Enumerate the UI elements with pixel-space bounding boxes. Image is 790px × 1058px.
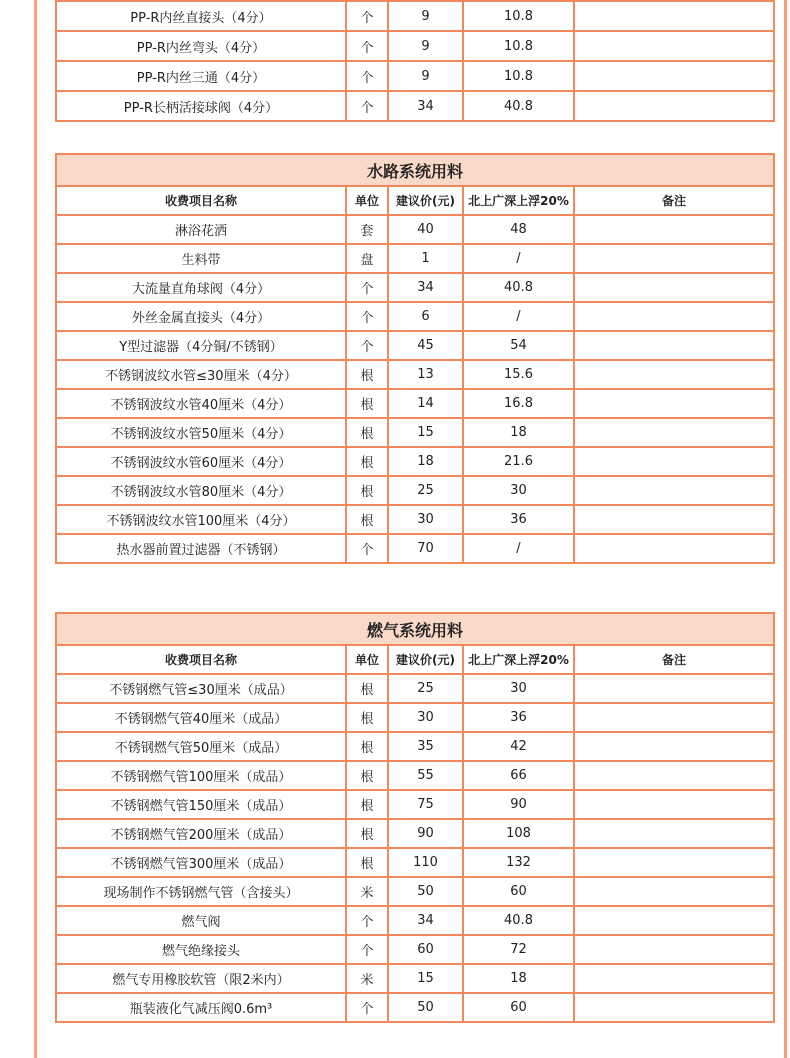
cell-name: 不锈钢燃气管100厘米（成品） — [56, 761, 346, 790]
cell-unit: 根 — [346, 418, 388, 447]
cell-price: 25 — [388, 476, 463, 505]
table-row — [56, 505, 774, 534]
cell-up20: 108 — [463, 819, 574, 848]
table-row — [56, 447, 774, 476]
water-table-body — [56, 215, 774, 563]
cell-up20: 40.8 — [463, 91, 574, 121]
table-row — [56, 877, 774, 906]
gas-system-table — [55, 612, 775, 1023]
cell-price: 70 — [388, 534, 463, 563]
cell-unit: 个 — [346, 331, 388, 360]
cell-price: 15 — [388, 418, 463, 447]
cell-note — [574, 1, 774, 31]
cell-price: 90 — [388, 819, 463, 848]
cell-up20: 18 — [463, 418, 574, 447]
cell-unit: 个 — [346, 273, 388, 302]
cell-up20: 48 — [463, 215, 574, 244]
cell-name: 不锈钢燃气管40厘米（成品） — [56, 703, 346, 732]
cell-unit: 个 — [346, 61, 388, 91]
cell-unit: 根 — [346, 674, 388, 703]
cell-price: 45 — [388, 331, 463, 360]
table-row — [56, 302, 774, 331]
header-up20: 北上广深上浮20% — [463, 186, 574, 215]
table-row — [56, 993, 774, 1022]
header-note: 备注 — [574, 645, 774, 674]
cell-price: 9 — [388, 1, 463, 31]
cell-up20: 30 — [463, 476, 574, 505]
cell-price: 18 — [388, 447, 463, 476]
cell-name: 生料带 — [56, 244, 346, 273]
water-header-row — [56, 186, 774, 215]
table-row — [56, 906, 774, 935]
header-name: 收费项目名称 — [56, 645, 346, 674]
cell-note — [574, 877, 774, 906]
cell-note — [574, 61, 774, 91]
cell-name: 不锈钢燃气管200厘米（成品） — [56, 819, 346, 848]
cell-note — [574, 534, 774, 563]
cell-name: PP-R内丝直接头（4分） — [56, 1, 346, 31]
gas-section-title: 燃气系统用料 — [56, 613, 774, 645]
header-unit: 单位 — [346, 645, 388, 674]
cell-unit: 根 — [346, 505, 388, 534]
table-row — [56, 244, 774, 273]
cell-note — [574, 91, 774, 121]
cell-price: 35 — [388, 732, 463, 761]
cell-up20: 72 — [463, 935, 574, 964]
cell-price: 25 — [388, 674, 463, 703]
cell-price: 40 — [388, 215, 463, 244]
top-table-body — [56, 1, 774, 121]
cell-price: 6 — [388, 302, 463, 331]
cell-unit: 根 — [346, 819, 388, 848]
header-unit: 单位 — [346, 186, 388, 215]
table-row — [56, 360, 774, 389]
cell-note — [574, 31, 774, 61]
gas-header-row — [56, 645, 774, 674]
cell-price: 50 — [388, 877, 463, 906]
cell-up20: 60 — [463, 877, 574, 906]
cell-note — [574, 447, 774, 476]
table-row — [56, 534, 774, 563]
table-row — [56, 819, 774, 848]
gas-table-body — [56, 674, 774, 1022]
cell-up20: 54 — [463, 331, 574, 360]
cell-note — [574, 505, 774, 534]
table-row — [56, 389, 774, 418]
cell-note — [574, 761, 774, 790]
cell-unit: 套 — [346, 215, 388, 244]
cell-price: 60 — [388, 935, 463, 964]
cell-note — [574, 906, 774, 935]
cell-note — [574, 964, 774, 993]
cell-name: PP-R内丝弯头（4分） — [56, 31, 346, 61]
cell-unit: 根 — [346, 732, 388, 761]
header-name: 收费项目名称 — [56, 186, 346, 215]
cell-price: 30 — [388, 505, 463, 534]
top-material-table — [55, 0, 775, 122]
table-row — [56, 848, 774, 877]
cell-up20: 10.8 — [463, 1, 574, 31]
table-row — [56, 732, 774, 761]
cell-name: Y型过滤器（4分铜/不锈钢） — [56, 331, 346, 360]
cell-price: 34 — [388, 906, 463, 935]
cell-note — [574, 244, 774, 273]
cell-note — [574, 215, 774, 244]
cell-note — [574, 703, 774, 732]
cell-name: 不锈钢波纹水管80厘米（4分） — [56, 476, 346, 505]
cell-name: 不锈钢波纹水管≤30厘米（4分） — [56, 360, 346, 389]
table-row — [56, 91, 774, 121]
cell-unit: 根 — [346, 476, 388, 505]
table-row — [56, 790, 774, 819]
cell-name: 不锈钢燃气管300厘米（成品） — [56, 848, 346, 877]
cell-unit: 个 — [346, 534, 388, 563]
cell-unit: 根 — [346, 790, 388, 819]
cell-name: 燃气专用橡胶软管（限2米内） — [56, 964, 346, 993]
cell-unit: 根 — [346, 761, 388, 790]
table-row — [56, 1, 774, 31]
cell-note — [574, 418, 774, 447]
cell-up20: 10.8 — [463, 31, 574, 61]
cell-unit: 个 — [346, 1, 388, 31]
table-row — [56, 935, 774, 964]
table-row — [56, 273, 774, 302]
cell-name: 不锈钢波纹水管100厘米（4分） — [56, 505, 346, 534]
cell-price: 1 — [388, 244, 463, 273]
cell-up20: 36 — [463, 505, 574, 534]
cell-price: 14 — [388, 389, 463, 418]
cell-unit: 个 — [346, 91, 388, 121]
cell-up20: 30 — [463, 674, 574, 703]
cell-name: 现场制作不锈钢燃气管（含接头） — [56, 877, 346, 906]
cell-up20: 16.8 — [463, 389, 574, 418]
table-row — [56, 761, 774, 790]
cell-name: 不锈钢波纹水管50厘米（4分） — [56, 418, 346, 447]
cell-note — [574, 476, 774, 505]
cell-up20: 60 — [463, 993, 574, 1022]
cell-unit: 个 — [346, 302, 388, 331]
table-row — [56, 674, 774, 703]
table-row — [56, 331, 774, 360]
cell-price: 9 — [388, 31, 463, 61]
cell-up20: 40.8 — [463, 906, 574, 935]
cell-price: 34 — [388, 273, 463, 302]
header-price: 建议价(元) — [388, 645, 463, 674]
cell-unit: 根 — [346, 703, 388, 732]
header-note: 备注 — [574, 186, 774, 215]
table-row — [56, 418, 774, 447]
cell-up20: 132 — [463, 848, 574, 877]
cell-name: 不锈钢波纹水管40厘米（4分） — [56, 389, 346, 418]
cell-name: 不锈钢燃气管150厘米（成品） — [56, 790, 346, 819]
cell-note — [574, 935, 774, 964]
cell-price: 15 — [388, 964, 463, 993]
cell-unit: 根 — [346, 848, 388, 877]
cell-up20: 66 — [463, 761, 574, 790]
cell-unit: 个 — [346, 31, 388, 61]
table-row — [56, 215, 774, 244]
cell-note — [574, 790, 774, 819]
cell-note — [574, 674, 774, 703]
cell-note — [574, 732, 774, 761]
cell-unit: 根 — [346, 389, 388, 418]
cell-name: 不锈钢波纹水管60厘米（4分） — [56, 447, 346, 476]
cell-name: PP-R长柄活接球阀（4分） — [56, 91, 346, 121]
cell-unit: 米 — [346, 877, 388, 906]
cell-price: 34 — [388, 91, 463, 121]
header-up20: 北上广深上浮20% — [463, 645, 574, 674]
cell-name: 外丝金属直接头（4分） — [56, 302, 346, 331]
cell-name: 大流量直角球阀（4分） — [56, 273, 346, 302]
cell-unit: 个 — [346, 993, 388, 1022]
cell-unit: 米 — [346, 964, 388, 993]
cell-price: 13 — [388, 360, 463, 389]
cell-note — [574, 819, 774, 848]
table-row — [56, 703, 774, 732]
table-row — [56, 964, 774, 993]
cell-price: 9 — [388, 61, 463, 91]
cell-note — [574, 848, 774, 877]
cell-price: 75 — [388, 790, 463, 819]
cell-up20: / — [463, 302, 574, 331]
cell-name: 燃气阀 — [56, 906, 346, 935]
cell-note — [574, 273, 774, 302]
cell-unit: 个 — [346, 935, 388, 964]
cell-unit: 根 — [346, 360, 388, 389]
cell-price: 110 — [388, 848, 463, 877]
cell-up20: 36 — [463, 703, 574, 732]
table-row — [56, 61, 774, 91]
cell-name: 不锈钢燃气管≤30厘米（成品） — [56, 674, 346, 703]
cell-name: 不锈钢燃气管50厘米（成品） — [56, 732, 346, 761]
water-system-table — [55, 153, 775, 564]
cell-price: 50 — [388, 993, 463, 1022]
cell-name: 瓶装液化气减压阀0.6m³ — [56, 993, 346, 1022]
cell-price: 30 — [388, 703, 463, 732]
cell-unit: 个 — [346, 906, 388, 935]
cell-up20: 90 — [463, 790, 574, 819]
cell-up20: 10.8 — [463, 61, 574, 91]
cell-up20: 18 — [463, 964, 574, 993]
cell-up20: / — [463, 534, 574, 563]
cell-name: 热水器前置过滤器（不锈钢） — [56, 534, 346, 563]
table-row — [56, 476, 774, 505]
water-section-title: 水路系统用料 — [56, 154, 774, 186]
cell-note — [574, 331, 774, 360]
cell-up20: 21.6 — [463, 447, 574, 476]
cell-up20: 15.6 — [463, 360, 574, 389]
page-right-border — [784, 0, 787, 1058]
cell-name: 淋浴花洒 — [56, 215, 346, 244]
cell-unit: 根 — [346, 447, 388, 476]
cell-up20: 40.8 — [463, 273, 574, 302]
cell-up20: / — [463, 244, 574, 273]
cell-name: 燃气绝缘接头 — [56, 935, 346, 964]
cell-note — [574, 389, 774, 418]
cell-unit: 盘 — [346, 244, 388, 273]
cell-note — [574, 360, 774, 389]
cell-name: PP-R内丝三通（4分） — [56, 61, 346, 91]
cell-price: 55 — [388, 761, 463, 790]
cell-note — [574, 302, 774, 331]
cell-note — [574, 993, 774, 1022]
page-left-border — [34, 0, 37, 1058]
cell-up20: 42 — [463, 732, 574, 761]
header-price: 建议价(元) — [388, 186, 463, 215]
table-row — [56, 31, 774, 61]
